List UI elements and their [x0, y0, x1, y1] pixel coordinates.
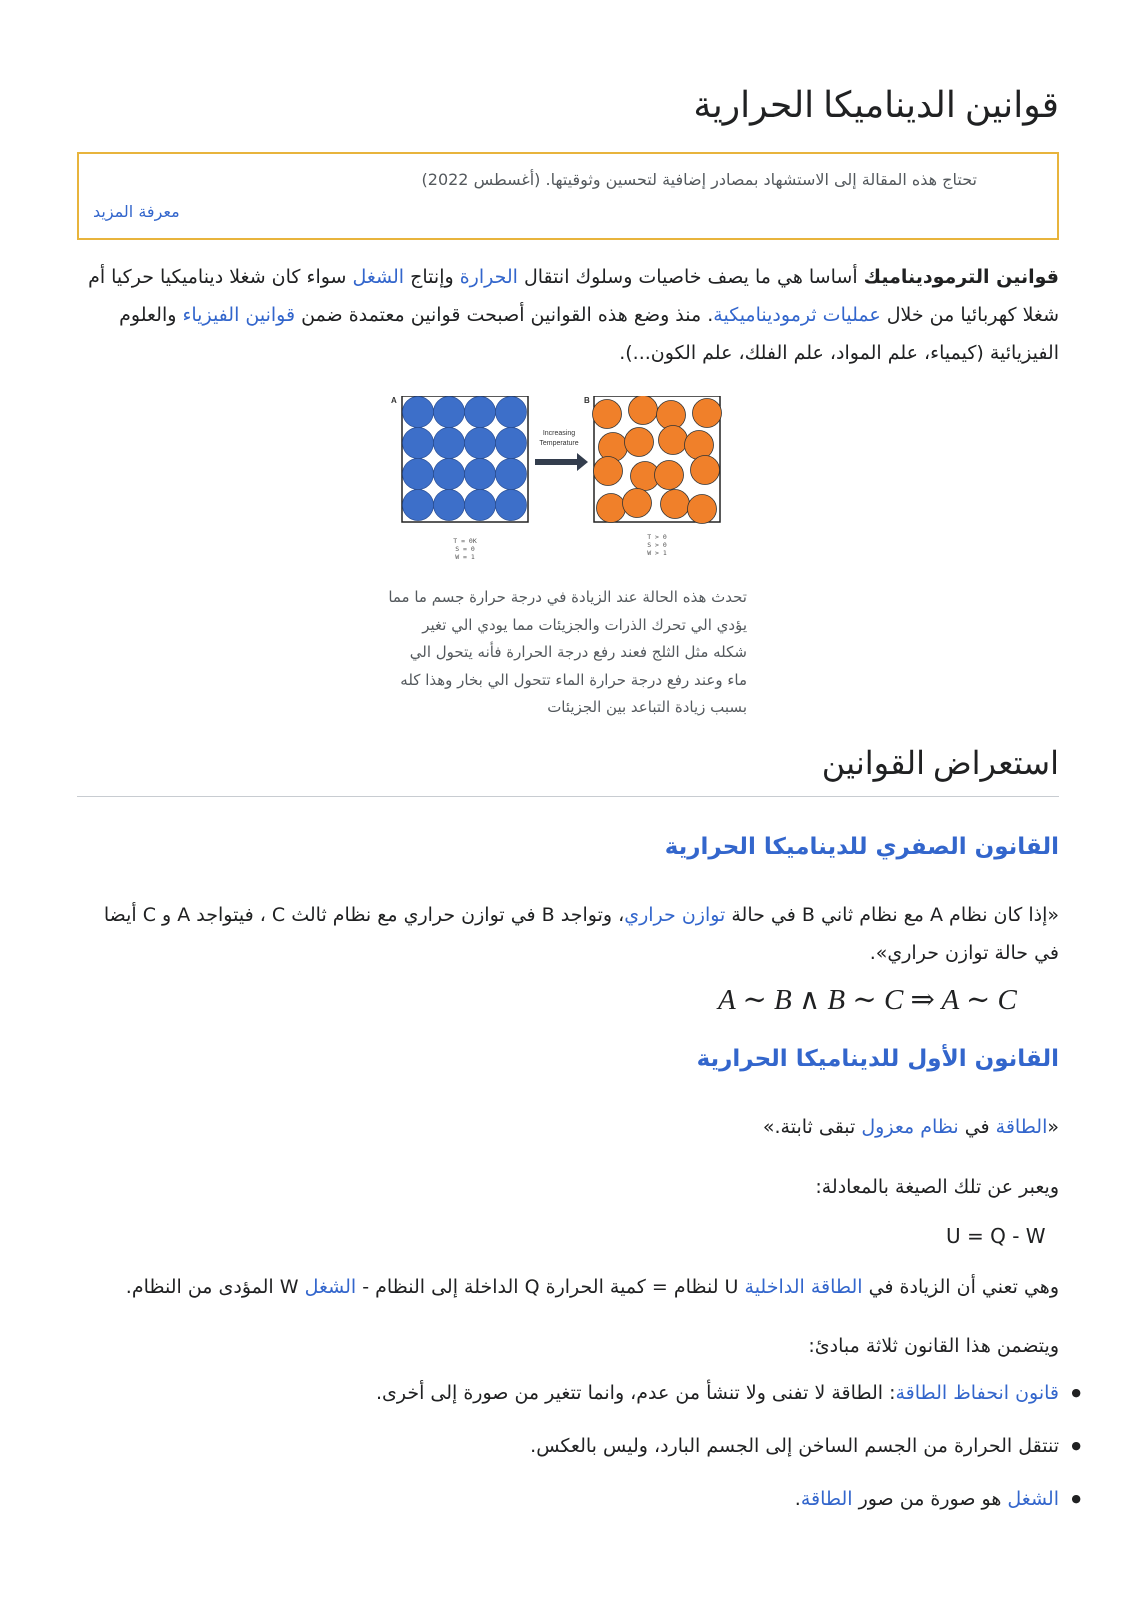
atom-a — [434, 490, 465, 521]
atom-a — [465, 428, 496, 459]
list-item-text: : الطاقة لا تفنى ولا تنشأ من عدم، وانما تتغير من صورة إلى أخرى. — [375, 1382, 896, 1404]
zeroth-text: ، وتواجد B في توازن حراري مع نظام ثالث C ، فيتواجد A و C أيضا في حالة توازن حراري». — [103, 904, 1059, 964]
meaning-text: W المؤدى من النظام. — [125, 1276, 305, 1298]
figure-caption: تحدث هذه الحالة عند الزيادة في درجة حرارة جسم ما مما يؤدي الي تحرك الذرات والجزيئات مما يودي الي تغير شكله مثل الثلج فعند رفع درجة الحرارة فأنه يتحول الي ماء وعند رفع درجة حرارة الماء تتحول الي بخار وهذا كله بسبب زيادة التباعد بين الجزيئات — [388, 588, 747, 716]
a-stat-s: S = 0 — [455, 545, 475, 553]
list-item — [77, 1480, 1059, 1518]
atom-b — [623, 489, 652, 518]
first-text: تبقى ثابتة.» — [762, 1116, 862, 1138]
link-thermal-equilibrium[interactable]: توازن حراري — [624, 904, 726, 926]
quote-mark: « — [1047, 1116, 1059, 1138]
link-isolated-system[interactable]: نظام معزول — [861, 1116, 959, 1138]
heading-zeroth-law: القانون الصفري للديناميكا الحرارية — [664, 834, 1059, 860]
atom-a — [465, 459, 496, 490]
b-stat-w: W > 1 — [647, 549, 667, 557]
list-item-text: . — [794, 1488, 801, 1510]
atom-a — [403, 428, 434, 459]
meaning-text: وهي تعني أن الزيادة في — [862, 1276, 1059, 1298]
a-stat-w: W = 1 — [455, 553, 475, 561]
atom-a — [496, 459, 527, 490]
arrow-label-2: Temperature — [539, 440, 579, 447]
link-energy-conservation[interactable]: قانون انحفاظ الطاقة — [895, 1382, 1059, 1404]
intro-paragraph — [77, 258, 1059, 372]
atom-a — [496, 397, 527, 428]
link-physics-laws[interactable]: قوانين الفيزياء — [182, 304, 296, 326]
link-thermo-processes[interactable]: عمليات ثرموديناميكية — [713, 304, 881, 326]
list-item — [77, 1427, 1059, 1465]
expression-intro: ويعبر عن تلك الصيغة بالمعادلة: — [815, 1176, 1059, 1198]
b-stat-s: S > 0 — [647, 541, 667, 549]
intro-text: وإنتاج — [404, 266, 460, 288]
first-law-statement — [77, 1108, 1059, 1146]
link-work-2[interactable]: الشغل — [304, 1276, 357, 1298]
principles-intro: ويتضمن هذا القانون ثلاثة مبادئ: — [808, 1335, 1059, 1357]
atom-a — [434, 428, 465, 459]
atom-b — [691, 456, 720, 485]
atoms-b — [593, 396, 722, 524]
figure-label-a: A — [391, 396, 397, 405]
notice-box — [77, 152, 1059, 240]
link-energy[interactable]: الطاقة — [995, 1116, 1048, 1138]
arrow-icon — [535, 453, 588, 471]
atom-b — [688, 495, 717, 524]
principles-list — [77, 1374, 1081, 1533]
figure-label-b: B — [584, 396, 590, 405]
atom-a — [434, 397, 465, 428]
intro-text: . منذ وضع هذه القوانين أصبحت قوانين معتمدة ضمن — [295, 304, 714, 326]
link-heat[interactable]: الحرارة — [459, 266, 518, 288]
a-stat-t: T = 0K — [453, 537, 477, 545]
link-internal-energy[interactable]: الطاقة الداخلية — [744, 1276, 863, 1298]
zeroth-law-statement — [77, 896, 1059, 972]
link-energy-2[interactable]: الطاقة — [800, 1488, 853, 1510]
formula-meaning — [77, 1268, 1059, 1306]
intro-text: سواء كان شغلا ديناميكيا حركيا أم شغلا كهربائيا من خلال — [88, 266, 1059, 326]
intro-text: أساسا هي ما يصف خاصيات وسلوك انتقال — [517, 266, 864, 288]
zeroth-text: «إذا كان نظام A مع نظام ثاني B في حالة — [725, 904, 1059, 926]
atom-b — [597, 494, 626, 523]
link-work-3[interactable]: الشغل — [1007, 1488, 1059, 1510]
first-law-formula: U = Q - W — [946, 1224, 1046, 1248]
atom-a — [465, 397, 496, 428]
atom-b — [593, 400, 622, 429]
list-item — [77, 1374, 1059, 1412]
heading-first-law: القانون الأول للديناميكا الحرارية — [696, 1046, 1059, 1072]
atom-a — [465, 490, 496, 521]
zeroth-law-math: A ∼ B ∧ B ∼ C ⇒ A ∼ C — [718, 984, 1017, 1016]
section-heading-overview: استعراض القوانين — [77, 744, 1059, 797]
arrow-label-1: Increasing — [542, 430, 576, 437]
atom-b — [655, 461, 684, 490]
atom-b — [629, 396, 658, 425]
b-stat-t: T > 0 — [647, 533, 667, 541]
thermo-figure[interactable] — [387, 396, 747, 566]
atom-b — [693, 399, 722, 428]
atom-b — [659, 426, 688, 455]
first-text: في — [958, 1116, 996, 1138]
atom-a — [403, 490, 434, 521]
list-item-text: هو صورة من صور — [852, 1488, 1008, 1510]
atom-b — [594, 457, 623, 486]
meaning-text: U لنظام = كمية الحرارة Q الداخلة إلى النظام - — [356, 1276, 745, 1298]
atom-a — [496, 490, 527, 521]
atom-b — [685, 431, 714, 460]
link-work[interactable]: الشغل — [352, 266, 405, 288]
atom-b — [625, 428, 654, 457]
intro-text: والعلوم الفيزيائية (كيمياء، علم المواد، علم الفلك، علم الكون...). — [119, 304, 1059, 364]
notice-message: تحتاج هذه المقالة إلى الاستشهاد بمصادر إضافية لتحسين وثوقيتها. (أغسطس 2022) — [421, 170, 977, 189]
atom-b — [661, 490, 690, 519]
atom-a — [403, 397, 434, 428]
atom-b — [657, 401, 686, 430]
atom-a — [434, 459, 465, 490]
atoms-a — [403, 397, 527, 521]
intro-bold-term: قوانين الترمودیناميك — [863, 266, 1059, 288]
atom-a — [496, 428, 527, 459]
page-title: قوانين الديناميكا الحرارية — [693, 85, 1059, 125]
list-item-text: تنتقل الحرارة من الجسم الساخن إلى الجسم البارد، وليس بالعكس. — [530, 1435, 1059, 1457]
atom-a — [403, 459, 434, 490]
learn-more-link[interactable]: معرفة المزيد — [93, 202, 180, 221]
